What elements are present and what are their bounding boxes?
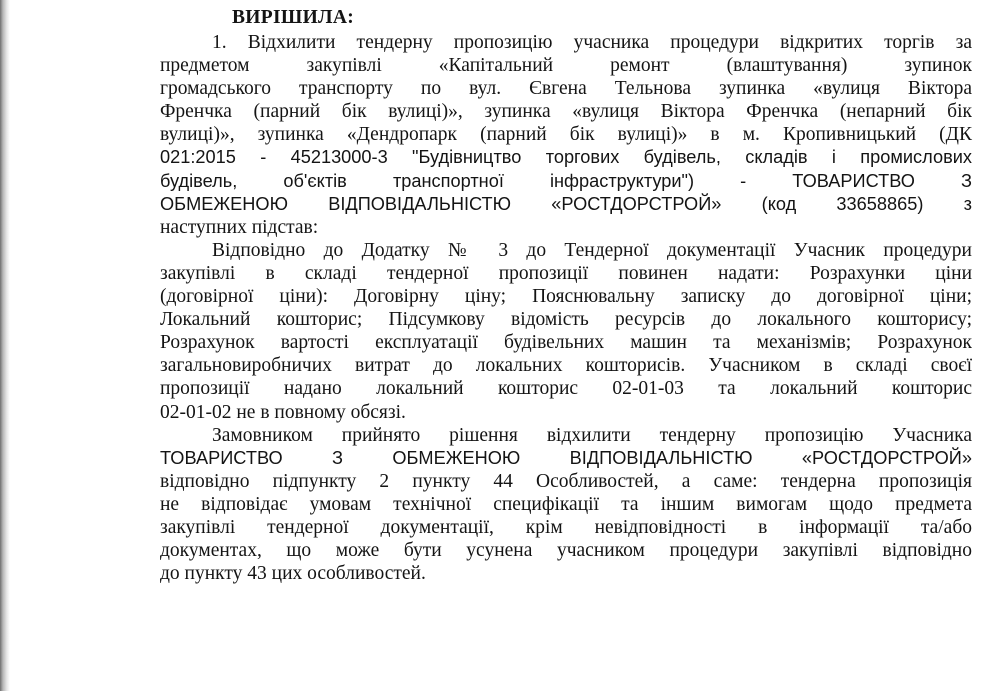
text-line-4: Френчка (парний бік вулиці)», зупинка «вулиця Віктора Френчка (непарний бік bbox=[160, 101, 972, 123]
text-line-15: загальновиробничих витрат до локальних кошторисів. Учасником в складі своєї bbox=[160, 355, 972, 377]
text-line-13: Локальний кошторис; Підсумкову відомість ресурсів до локального кошторису; bbox=[160, 309, 972, 331]
text-line-9: наступних підстав: bbox=[160, 216, 319, 238]
text-line-3: громадського транспорту по вул. Євгена Тельнова зупинка «вулиця Віктора bbox=[160, 78, 972, 100]
document-page bbox=[160, 4, 972, 585]
text-line-22: закупівлі тендерної документації, крім невідповідності в інформації та/або bbox=[160, 516, 972, 538]
text-line-10: Відповідно до Додатку № 3 до Тендерної документації Учасник процедури bbox=[212, 239, 972, 261]
text-line-11: закупівлі в складі тендерної пропозиції повинен надати: Розрахунки ціни bbox=[160, 262, 972, 284]
text-line-18: Замовником прийнято рішення відхилити тендерну пропозицію Учасника bbox=[212, 424, 972, 446]
text-line-6: 021:2015 - 45213000-3 "Будівництво торгових будівель, складів і промислових bbox=[160, 147, 972, 168]
text-line-7: будівель, об'єктів транспортної інфраструктури") - ТОВАРИСТВО З bbox=[160, 170, 972, 191]
text-line-16: пропозиції надано локальний кошторис 02-01-03 та локальний кошторис bbox=[160, 378, 972, 400]
text-line-1: 1. Відхилити тендерну пропозицію учасника процедури відкритих торгів за bbox=[212, 32, 972, 53]
text-line-24: до пункту 43 цих особливостей. bbox=[160, 563, 426, 585]
text-line-23: документах, що може бути усунена учасником процедури закупівлі відповідно bbox=[160, 540, 972, 562]
decision-heading: ВИРІШИЛА: bbox=[232, 7, 355, 28]
text-line-8: ОБМЕЖЕНОЮ ВІДПОВІДАЛЬНІСТЮ «РОСТДОРСТРОЙ» (код 33658865) з bbox=[160, 193, 972, 214]
text-line-21: не відповідає умовам технічної специфікації та іншим вимогам щодо предмета bbox=[160, 493, 972, 515]
text-line-20: відповідно підпункту 2 пункту 44 Особливостей, а саме: тендерна пропозиція bbox=[160, 470, 972, 492]
text-line-5: вулиці)», зупинка «Дендропарк (парний бік вулиці)» в м. Кропивницький (ДК bbox=[160, 124, 972, 146]
page-edge-shadow bbox=[0, 0, 10, 691]
text-line-12: (договірної ціни): Договірну ціну; Пояснювальну записку до договірної ціни; bbox=[160, 286, 972, 308]
text-line-14: Розрахунок вартості експлуатації будівельних машин та механізмів; Розрахунок bbox=[160, 332, 972, 354]
text-line-17: 02-01-02 не в повному обсязі. bbox=[160, 401, 406, 423]
text-line-2: предметом закупівлі «Капітальний ремонт (влаштування) зупинок bbox=[160, 55, 972, 77]
text-line-19: ТОВАРИСТВО З ОБМЕЖЕНОЮ ВІДПОВІДАЛЬНІСТЮ «РОСТДОРСТРОЙ» bbox=[160, 447, 972, 468]
